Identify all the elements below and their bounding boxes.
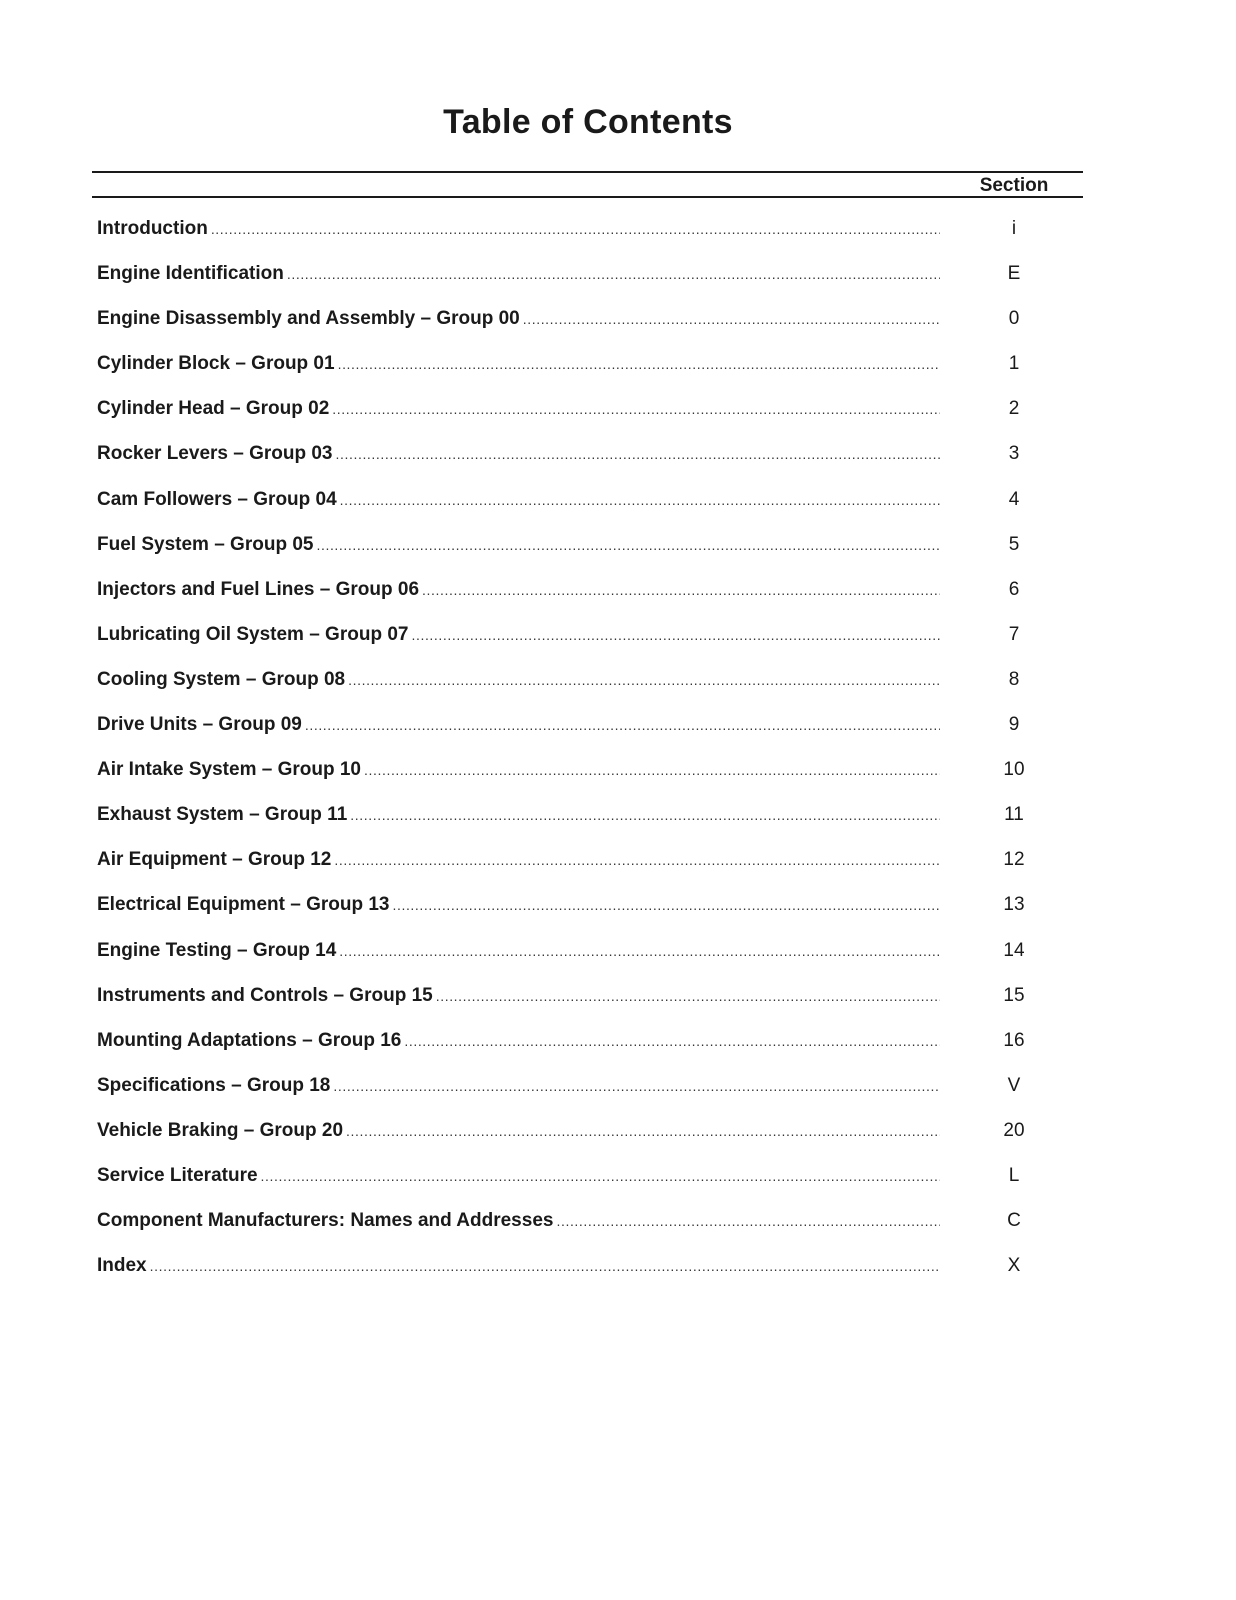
toc-entry-section: 10: [1003, 759, 1025, 781]
toc-entry-label: Cam Followers – Group 04: [97, 488, 337, 510]
toc-entry[interactable]: [97, 260, 1077, 305]
toc-entry-label: Engine Disassembly and Assembly – Group 00: [97, 308, 520, 330]
toc-entry-section: 7: [1008, 623, 1020, 645]
page-title: Table of Contents: [443, 103, 733, 141]
toc-entry-left: [97, 350, 940, 378]
toc-entry-section: 9: [1008, 714, 1020, 736]
toc-entry-label: Engine Testing – Group 14: [97, 939, 337, 961]
dot-leader: [287, 260, 940, 288]
toc-entry-section: X: [1007, 1255, 1021, 1277]
header-rule-bottom: [92, 196, 1083, 198]
toc-entry-label: Injectors and Fuel Lines – Group 06: [97, 578, 420, 600]
dot-leader: [364, 756, 940, 784]
toc-entry[interactable]: [97, 576, 1077, 621]
toc-entry[interactable]: [97, 350, 1077, 395]
toc-entry-label: Lubricating Oil System – Group 07: [97, 623, 409, 645]
toc-entry-left: [97, 666, 940, 694]
toc-entry[interactable]: [97, 1207, 1077, 1252]
toc-entry-left: [97, 395, 940, 423]
toc-entry-section: 3: [1008, 443, 1020, 465]
dot-leader: [336, 440, 941, 468]
toc-entry-label: Cylinder Head – Group 02: [97, 398, 330, 420]
toc-entry[interactable]: [97, 531, 1077, 576]
toc-entry-left: [97, 531, 940, 559]
toc-entry-left: [97, 576, 940, 604]
dot-leader: [305, 711, 940, 739]
toc-entry-section: L: [1008, 1164, 1020, 1186]
toc-entry-section: 5: [1008, 533, 1020, 555]
toc-entry[interactable]: [97, 486, 1077, 531]
toc-entry-section: 14: [1003, 939, 1025, 961]
dot-leader: [523, 305, 940, 333]
dot-leader: [332, 395, 940, 423]
toc-entry-left: [97, 440, 940, 468]
dot-leader: [346, 1117, 940, 1145]
toc-entry-label: Air Equipment – Group 12: [97, 849, 332, 871]
toc-entry-section: 16: [1003, 1029, 1025, 1051]
toc-entry-left: [97, 846, 940, 874]
toc-entry[interactable]: [97, 666, 1077, 711]
dot-leader: [333, 1072, 940, 1100]
dot-leader: [411, 621, 940, 649]
toc-entry-left: [97, 1252, 940, 1280]
toc-entry-left: [97, 486, 940, 514]
toc-entry[interactable]: [97, 1027, 1077, 1072]
toc-entry-section: 2: [1008, 398, 1020, 420]
dot-leader: [261, 1162, 940, 1190]
toc-entry-label: Service Literature: [97, 1164, 258, 1186]
dot-leader: [211, 215, 940, 243]
toc-entry-left: [97, 1072, 940, 1100]
dot-leader: [556, 1207, 940, 1235]
toc-entry-left: [97, 621, 940, 649]
section-column-header: Section: [979, 175, 1049, 196]
dot-leader: [150, 1252, 940, 1280]
dot-leader: [338, 350, 940, 378]
toc-entry[interactable]: [97, 395, 1077, 440]
toc-entry[interactable]: [97, 891, 1077, 936]
toc-entry-label: Mounting Adaptations – Group 16: [97, 1029, 402, 1051]
toc-entry[interactable]: [97, 621, 1077, 666]
toc-entry-label: Index: [97, 1255, 147, 1277]
toc-entry-section: 0: [1008, 308, 1020, 330]
toc-entry-label: Exhaust System – Group 11: [97, 804, 348, 826]
toc-entry-label: Instruments and Controls – Group 15: [97, 984, 433, 1006]
toc-entry[interactable]: [97, 1252, 1077, 1297]
toc-entry-section: 6: [1008, 578, 1020, 600]
toc-entry[interactable]: [97, 711, 1077, 756]
toc-entry-section: V: [1007, 1074, 1021, 1096]
toc-entry-label: Cylinder Block – Group 01: [97, 353, 335, 375]
toc-entry-left: [97, 801, 940, 829]
toc-entry[interactable]: [97, 846, 1077, 891]
toc-entry-left: [97, 1027, 940, 1055]
toc-entry[interactable]: [97, 982, 1077, 1027]
toc-entry-section: 13: [1003, 894, 1025, 916]
toc-entry-label: Cooling System – Group 08: [97, 668, 346, 690]
toc-entry-label: Component Manufacturers: Names and Addresses: [97, 1210, 554, 1232]
toc-entry-left: [97, 982, 940, 1010]
dot-leader: [392, 891, 940, 919]
toc-entry[interactable]: [97, 937, 1077, 982]
toc-entry-label: Vehicle Braking – Group 20: [97, 1119, 344, 1141]
toc-entry-left: [97, 1162, 940, 1190]
toc-entry[interactable]: [97, 1117, 1077, 1162]
toc-entry[interactable]: [97, 756, 1077, 801]
toc-entry-section: E: [1007, 263, 1021, 285]
toc-entry-label: Rocker Levers – Group 03: [97, 443, 333, 465]
dot-leader: [348, 666, 940, 694]
toc-entry-left: [97, 1207, 940, 1235]
toc-entry-label: Engine Identification: [97, 263, 284, 285]
toc-entry[interactable]: [97, 801, 1077, 846]
toc-entry-left: [97, 260, 940, 288]
toc-entry-left: [97, 1117, 940, 1145]
dot-leader: [404, 1027, 940, 1055]
toc-entry[interactable]: [97, 440, 1077, 485]
toc-entry-left: [97, 305, 940, 333]
dot-leader: [350, 801, 940, 829]
toc-entry-label: Introduction: [97, 218, 208, 239]
toc-entry-section: 12: [1003, 849, 1025, 871]
dot-leader: [334, 846, 940, 874]
toc-entry[interactable]: [97, 1072, 1077, 1117]
toc-entry-label: Fuel System – Group 05: [97, 533, 314, 555]
dot-leader: [436, 982, 940, 1010]
toc-entry-section: 11: [1004, 804, 1024, 826]
toc-entry-left: [97, 937, 940, 965]
toc-list: [97, 215, 1077, 1297]
toc-entry-left: [97, 891, 940, 919]
toc-entry[interactable]: [97, 215, 1077, 260]
toc-entry-section: 15: [1003, 984, 1025, 1006]
toc-entry-section: 4: [1008, 488, 1020, 510]
toc-entry-label: Specifications – Group 18: [97, 1074, 331, 1096]
toc-entry-section: i: [1011, 218, 1017, 239]
dot-leader: [340, 486, 940, 514]
dot-leader: [339, 937, 940, 965]
toc-entry-section: 1: [1008, 353, 1020, 375]
toc-entry[interactable]: [97, 1162, 1077, 1207]
toc-entry-left: [97, 711, 940, 739]
toc-entry-label: Air Intake System – Group 10: [97, 759, 361, 781]
header-rule-top: [92, 171, 1083, 173]
toc-entry-section: 8: [1008, 668, 1020, 690]
toc-entry-section: 20: [1003, 1119, 1025, 1141]
dot-leader: [316, 531, 940, 559]
dot-leader: [422, 576, 940, 604]
toc-entry-left: [97, 215, 940, 243]
toc-entry-label: Drive Units – Group 09: [97, 714, 302, 736]
toc-entry[interactable]: [97, 305, 1077, 350]
toc-entry-section: C: [1007, 1210, 1021, 1232]
toc-entry-left: [97, 756, 940, 784]
toc-entry-label: Electrical Equipment – Group 13: [97, 894, 390, 916]
